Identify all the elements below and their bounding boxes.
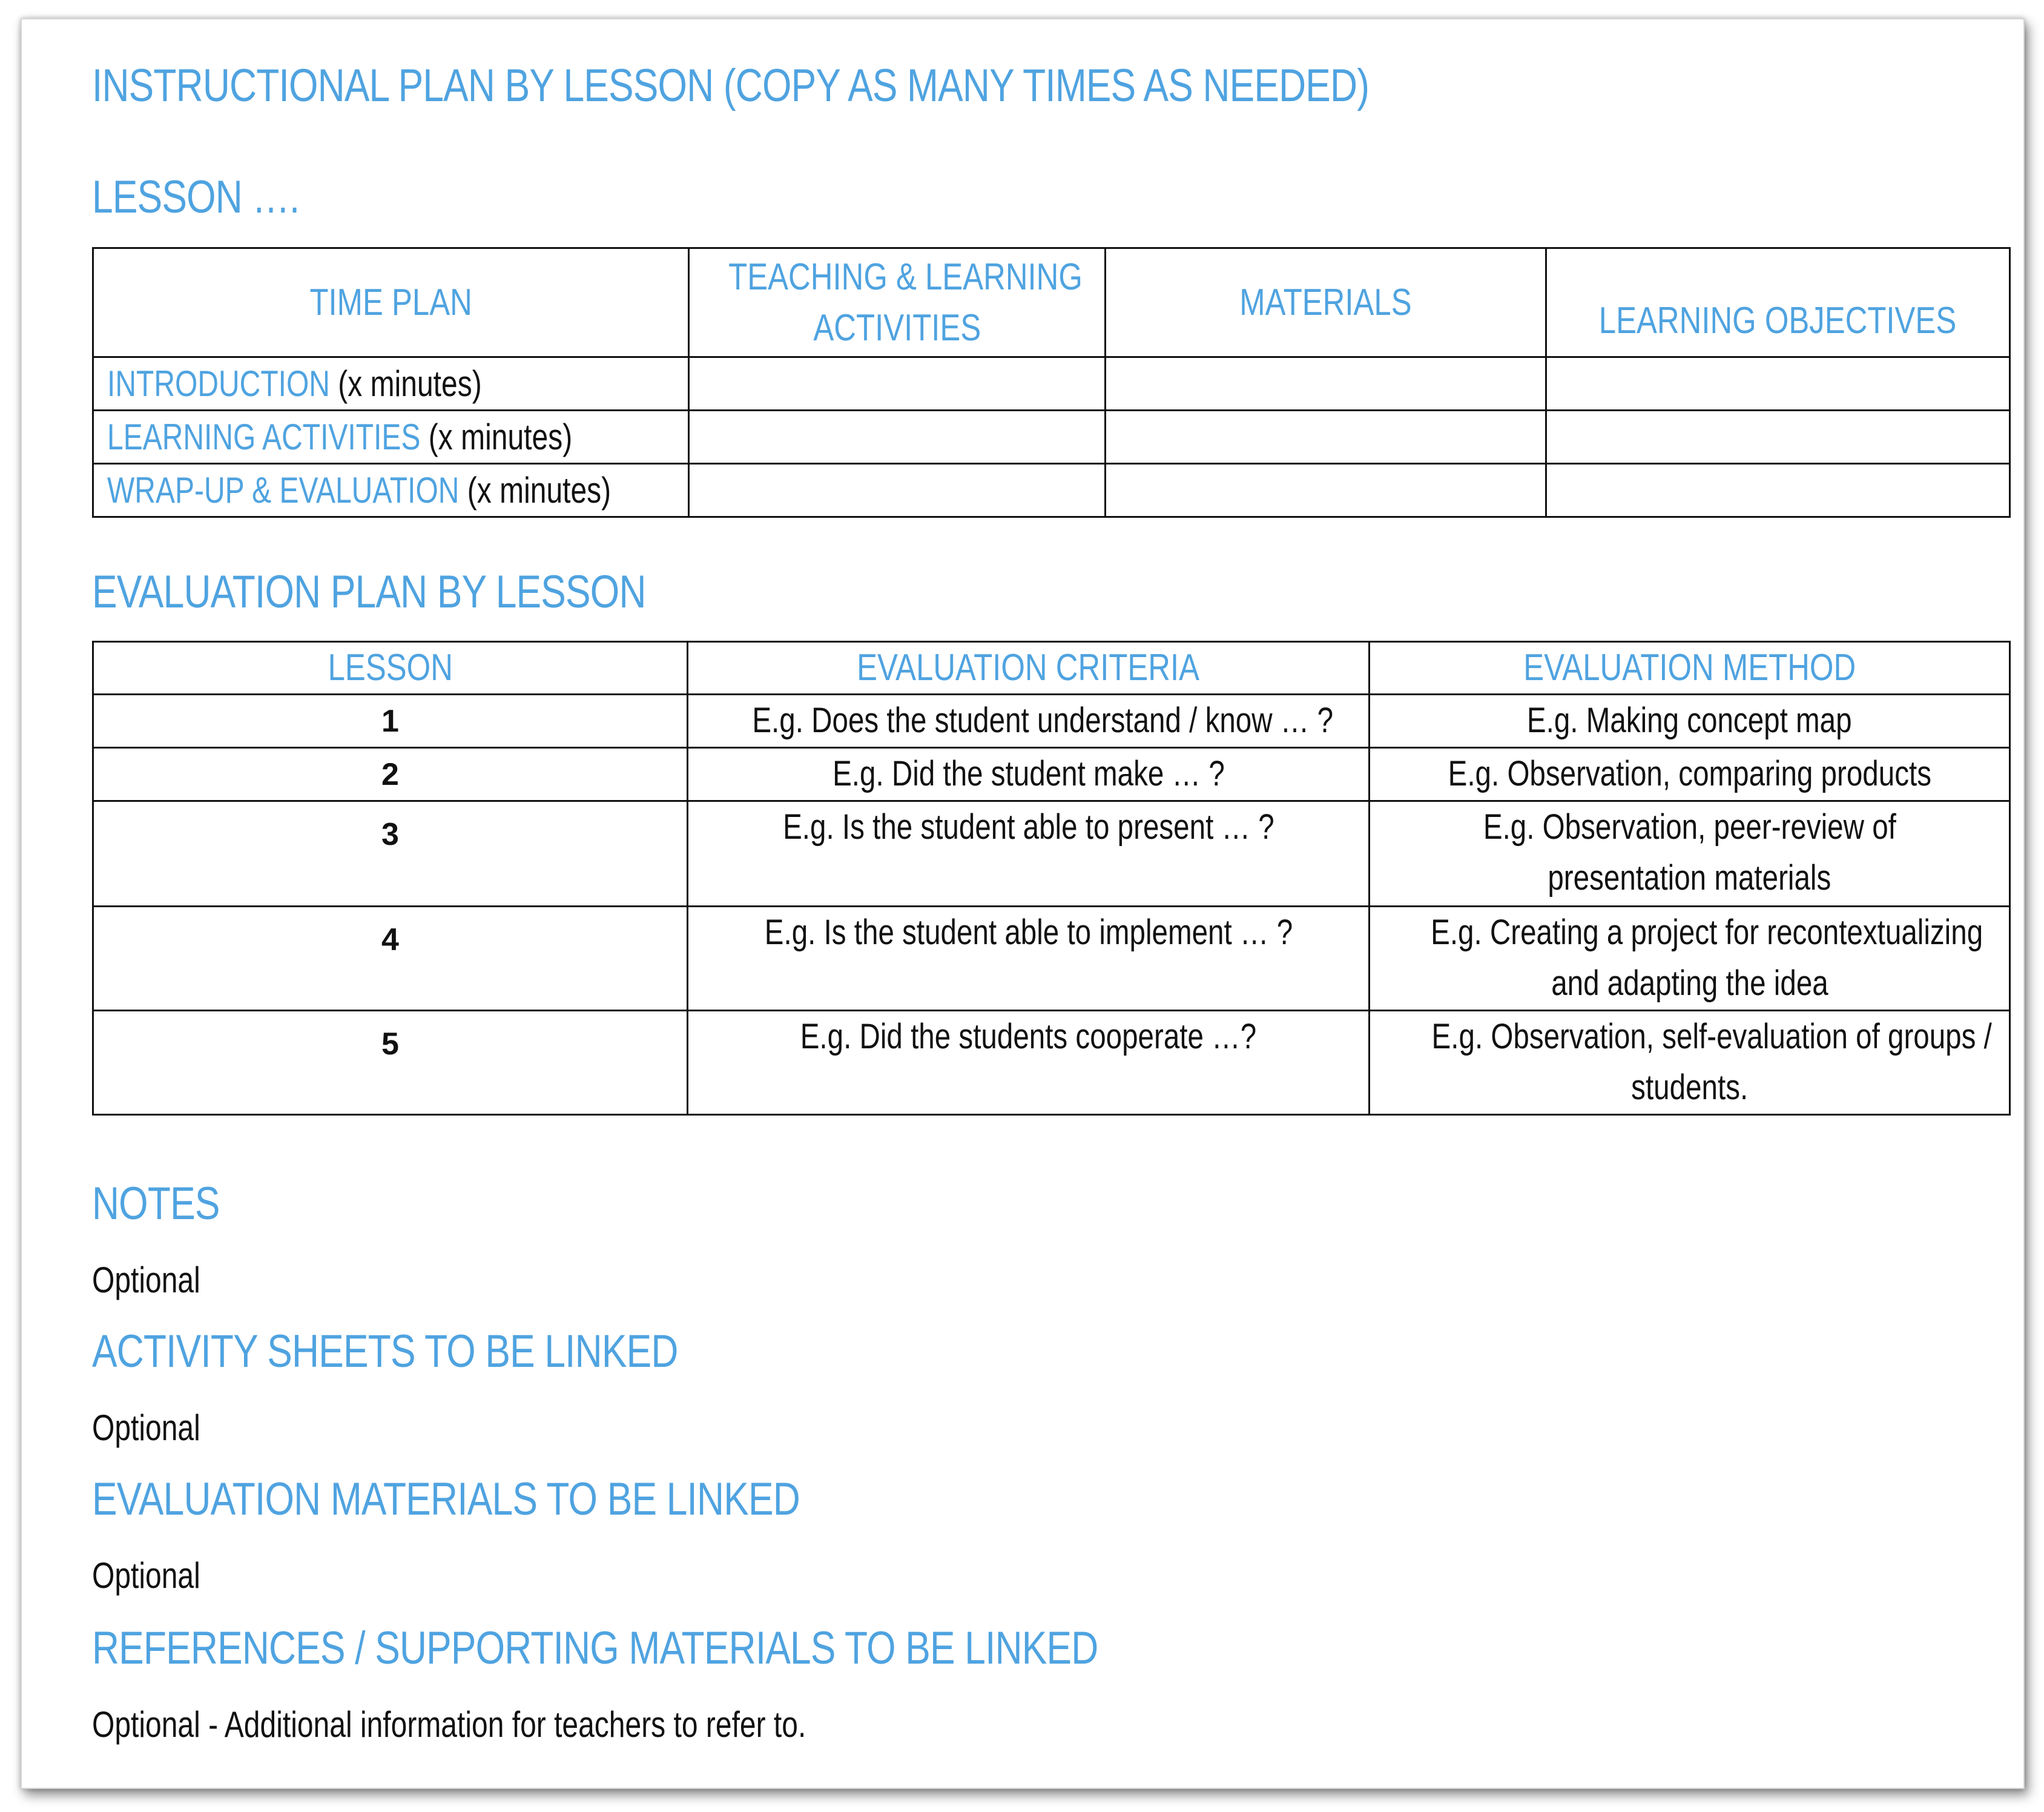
header-learning-objectives: LEARNING OBJECTIVES (1546, 248, 2010, 357)
lesson-number: 1 (93, 695, 688, 748)
instructional-header-row (93, 248, 2010, 357)
header-evaluation-criteria: EVALUATION CRITERIA (688, 642, 1370, 695)
criteria-cell: E.g. Is the student able to present … ? (688, 801, 1370, 907)
row-label-wrap-up-evaluation: WRAP-UP & EVALUATION (x minutes) (93, 464, 689, 517)
lesson-number: 3 (93, 801, 688, 907)
table-row (93, 464, 2010, 517)
criteria-cell: E.g. Is the student able to implement … ? (688, 907, 1370, 1011)
table-row (93, 357, 2010, 411)
method-cell: E.g. Creating a project for recontextualizing and adapting the idea (1370, 907, 2010, 1011)
header-lesson: LESSON (93, 642, 688, 695)
instructional-plan-heading: INSTRUCTIONAL PLAN BY LESSON (COPY AS MANY TIMES AS NEEDED) (92, 60, 1370, 111)
method-cell: E.g. Making concept map (1370, 695, 2010, 748)
cell-empty[interactable] (1546, 464, 2010, 517)
notes-text: Optional (92, 1260, 200, 1300)
row-label-learning-activities: LEARNING ACTIVITIES (x minutes) (93, 411, 689, 464)
method-cell: E.g. Observation, self-evaluation of groups / students. (1370, 1011, 2010, 1115)
cell-empty[interactable] (1546, 411, 2010, 464)
cell-empty[interactable] (1546, 357, 2010, 411)
activity-sheets-text: Optional (92, 1407, 200, 1448)
header-time-plan: TIME PLAN (93, 248, 689, 357)
lesson-number: 4 (93, 907, 688, 1011)
cell-empty[interactable] (1106, 357, 1546, 411)
cell-empty[interactable] (1106, 411, 1546, 464)
document-page (21, 18, 2025, 1789)
cell-empty[interactable] (689, 357, 1106, 411)
row-label-introduction: INTRODUCTION (x minutes) (93, 357, 689, 411)
table-row (93, 748, 2010, 801)
table-row (93, 801, 2010, 907)
instructional-plan-table (92, 247, 2011, 518)
table-row (93, 1011, 2010, 1115)
method-cell: E.g. Observation, comparing products (1370, 748, 2010, 801)
lesson-number: 2 (93, 748, 688, 801)
notes-heading: NOTES (92, 1178, 220, 1229)
criteria-cell: E.g. Did the student make … ? (688, 748, 1370, 801)
evaluation-plan-heading: EVALUATION PLAN BY LESSON (92, 566, 646, 618)
evaluation-materials-text: Optional (92, 1555, 200, 1596)
references-heading: REFERENCES / SUPPORTING MATERIALS TO BE LINKED (92, 1622, 1098, 1674)
evaluation-plan-table (92, 641, 2011, 1116)
cell-empty[interactable] (689, 411, 1106, 464)
table-row (93, 695, 2010, 748)
activity-sheets-heading: ACTIVITY SHEETS TO BE LINKED (92, 1326, 678, 1377)
table-row (93, 411, 2010, 464)
header-teaching-learning-activities: TEACHING & LEARNING ACTIVITIES (689, 248, 1106, 357)
cell-empty[interactable] (689, 464, 1106, 517)
evaluation-materials-heading: EVALUATION MATERIALS TO BE LINKED (92, 1473, 800, 1525)
references-text: Optional - Additional information for teachers to refer to. (92, 1704, 806, 1745)
header-materials: MATERIALS (1106, 248, 1546, 357)
lesson-heading: LESSON …. (92, 171, 300, 223)
criteria-cell: E.g. Did the students cooperate …? (688, 1011, 1370, 1115)
criteria-cell: E.g. Does the student understand / know … ? (688, 695, 1370, 748)
table-row (93, 907, 2010, 1011)
evaluation-header-row (93, 642, 2010, 695)
cell-empty[interactable] (1106, 464, 1546, 517)
header-evaluation-method: EVALUATION METHOD (1370, 642, 2010, 695)
lesson-number: 5 (93, 1011, 688, 1115)
method-cell: E.g. Observation, peer-review of presentation materials (1370, 801, 2010, 907)
